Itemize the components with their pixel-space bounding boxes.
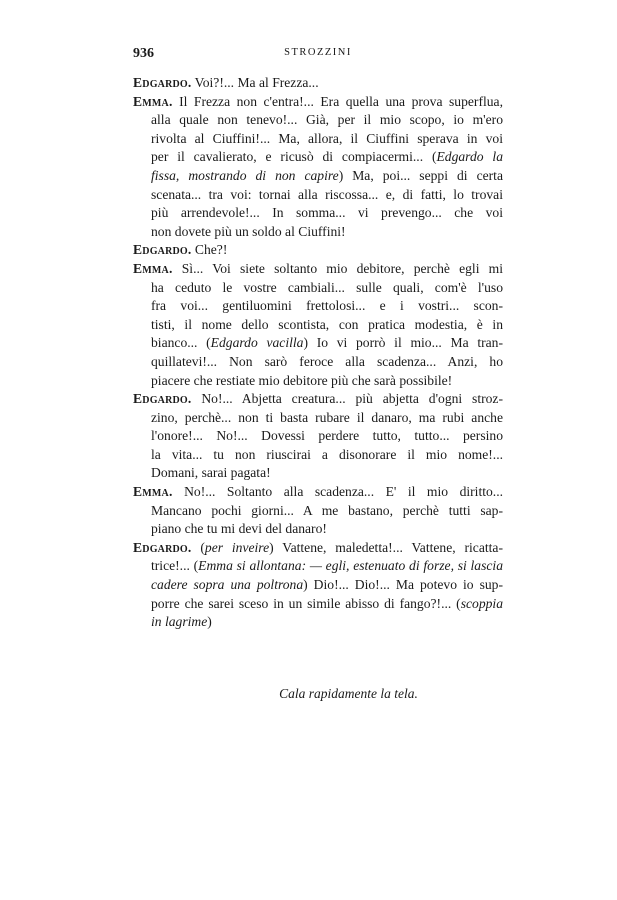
dialogue-text: ) Vattene, maledetta!... Vattene, ricatta- — [269, 539, 503, 555]
text-line — [133, 372, 503, 391]
text-line — [133, 279, 503, 298]
page-number: 936 — [133, 46, 154, 61]
dialogue-text: non dovete più un soldo al Ciuffini! — [151, 223, 346, 239]
dialogue-text: rivolta al Ciuffini!... Ma, allora, il Ciuffini sperava in voi — [151, 130, 503, 146]
dialogue-body — [133, 74, 503, 632]
dialogue-text: Sì... Voi siete soltanto mio debitore, perchè egli mi — [172, 260, 503, 276]
stage-direction: scoppia — [460, 595, 503, 611]
text-line — [133, 595, 503, 614]
speaker-name: Emma. — [133, 260, 173, 276]
speaker-name: Edgardo. — [133, 391, 192, 407]
dialogue-text: ) Dio!... Dio!... Ma potevo io sup- — [303, 577, 503, 593]
dialogue-text: la vita... tu non riuscirai a disonorare il mio nome!... — [151, 446, 503, 462]
text-line — [133, 334, 503, 353]
stage-direction: per inveire — [204, 539, 270, 555]
speech-emma — [133, 93, 503, 242]
speaker-name: Emma. — [133, 93, 173, 109]
dialogue-text: alla quale non tenevo!... Già, per il mio scopo, io m'ero — [151, 112, 503, 128]
text-line — [133, 539, 503, 558]
stage-direction: cadere sopra una poltrona — [151, 577, 304, 593]
dialogue-text: Il Frezza non c'entra!... Era quella una prova superflua, — [172, 93, 503, 109]
speech-emma — [133, 260, 503, 390]
text-line — [133, 130, 503, 149]
text-line — [133, 297, 503, 316]
text-line — [133, 316, 503, 335]
speech-edgardo — [133, 74, 503, 93]
text-line — [133, 93, 503, 112]
dialogue-text: No!... Soltanto alla scadenza... E' il mio diritto... — [172, 484, 503, 500]
speech-edgardo — [133, 241, 503, 260]
text-line — [133, 186, 503, 205]
dialogue-text: per il cavalierato, e ricusò di compiacermi... ( — [151, 149, 437, 165]
text-line — [133, 427, 503, 446]
stage-direction: in lagrime — [151, 614, 208, 630]
text-line — [133, 167, 503, 186]
dialogue-text: quillatevi!... Non sarò feroce alla scadenza... Anzi, ho — [151, 353, 503, 369]
text-line — [133, 148, 503, 167]
speech-edgardo — [133, 390, 503, 483]
dialogue-text: ha ceduto le vostre cambiali... sulle quali, com'è l'uso — [151, 279, 503, 295]
dialogue-text: fra voi... gentiluomini frettolosi... e i vostri... scon- — [151, 298, 503, 314]
text-line — [133, 502, 503, 521]
dialogue-text: ) Io vi porrò il mio... Ma tran- — [303, 335, 503, 351]
dialogue-text: ) Ma, poi... seppi di certa — [338, 167, 503, 183]
dialogue-text: Che?! — [191, 242, 228, 258]
dialogue-text: Domani, sarai pagata! — [151, 465, 271, 481]
dialogue-text: trice!... ( — [151, 558, 199, 574]
text-line — [133, 409, 503, 428]
stage-direction: fissa, mostrando di non capire — [151, 167, 339, 183]
text-line — [133, 483, 503, 502]
speaker-name: Edgardo. — [133, 539, 192, 555]
stage-direction-closing — [0, 686, 617, 702]
text-line — [133, 204, 503, 223]
dialogue-text: No!... Abjetta creatura... più abjetta d'ogni stroz- — [191, 391, 503, 407]
speech-edgardo — [133, 539, 503, 632]
text-line — [133, 223, 503, 242]
dialogue-text: zino, perchè... non ti basta rubare il danaro, ma rubi anche — [151, 409, 503, 425]
closing-direction-text: Cala rapidamente la tela. — [279, 686, 418, 701]
dialogue-text: Voi?!... Ma al Frezza... — [191, 75, 319, 90]
dialogue-text: tisti, il nome dello scontista, con pratica modestia, è in — [151, 316, 503, 332]
dialogue-text: Mancano pochi giorni... A me bastano, perchè tutti sap- — [151, 502, 503, 518]
text-line — [133, 390, 503, 409]
stage-direction: Emma si allontana: — egli, estenuato di forze, si lascia — [198, 558, 503, 574]
dialogue-text: bianco... ( — [151, 335, 211, 351]
page-header — [133, 46, 503, 64]
speaker-name: Emma. — [133, 484, 173, 500]
speaker-name: Edgardo. — [133, 242, 192, 258]
dialogue-text: scenata... tra voi: tornai alla riscossa... e, di fatti, lo trovai — [151, 186, 503, 202]
text-line — [133, 576, 503, 595]
text-line — [133, 613, 503, 632]
text-line — [133, 353, 503, 372]
dialogue-text: più arrendevole!... In somma... vi prevengo... che voi — [151, 205, 503, 221]
text-line — [133, 241, 503, 260]
dialogue-text: piano che tu mi devi del danaro! — [151, 521, 327, 537]
text-line — [133, 446, 503, 465]
text-line — [133, 111, 503, 130]
running-title: STROZZINI — [284, 47, 352, 58]
dialogue-text: ( — [191, 539, 205, 555]
stage-direction: Edgardo vacilla — [210, 335, 304, 351]
speech-emma — [133, 483, 503, 539]
text-line — [133, 520, 503, 539]
dialogue-text: piacere che restiate mio debitore più che sarà possibile! — [151, 372, 453, 388]
dialogue-text: ) — [207, 614, 212, 630]
stage-direction: Edgardo la — [436, 149, 503, 165]
text-line — [133, 260, 503, 279]
text-line — [133, 464, 503, 483]
speaker-name: Edgardo. — [133, 75, 192, 90]
dialogue-text: l'onore!... No!... Dovessi perdere tutto, tutto... persino — [151, 428, 503, 444]
text-line — [133, 74, 503, 93]
dialogue-text: porre che sarei sceso in un simile abisso di fango?!... ( — [151, 595, 461, 611]
text-line — [133, 557, 503, 576]
